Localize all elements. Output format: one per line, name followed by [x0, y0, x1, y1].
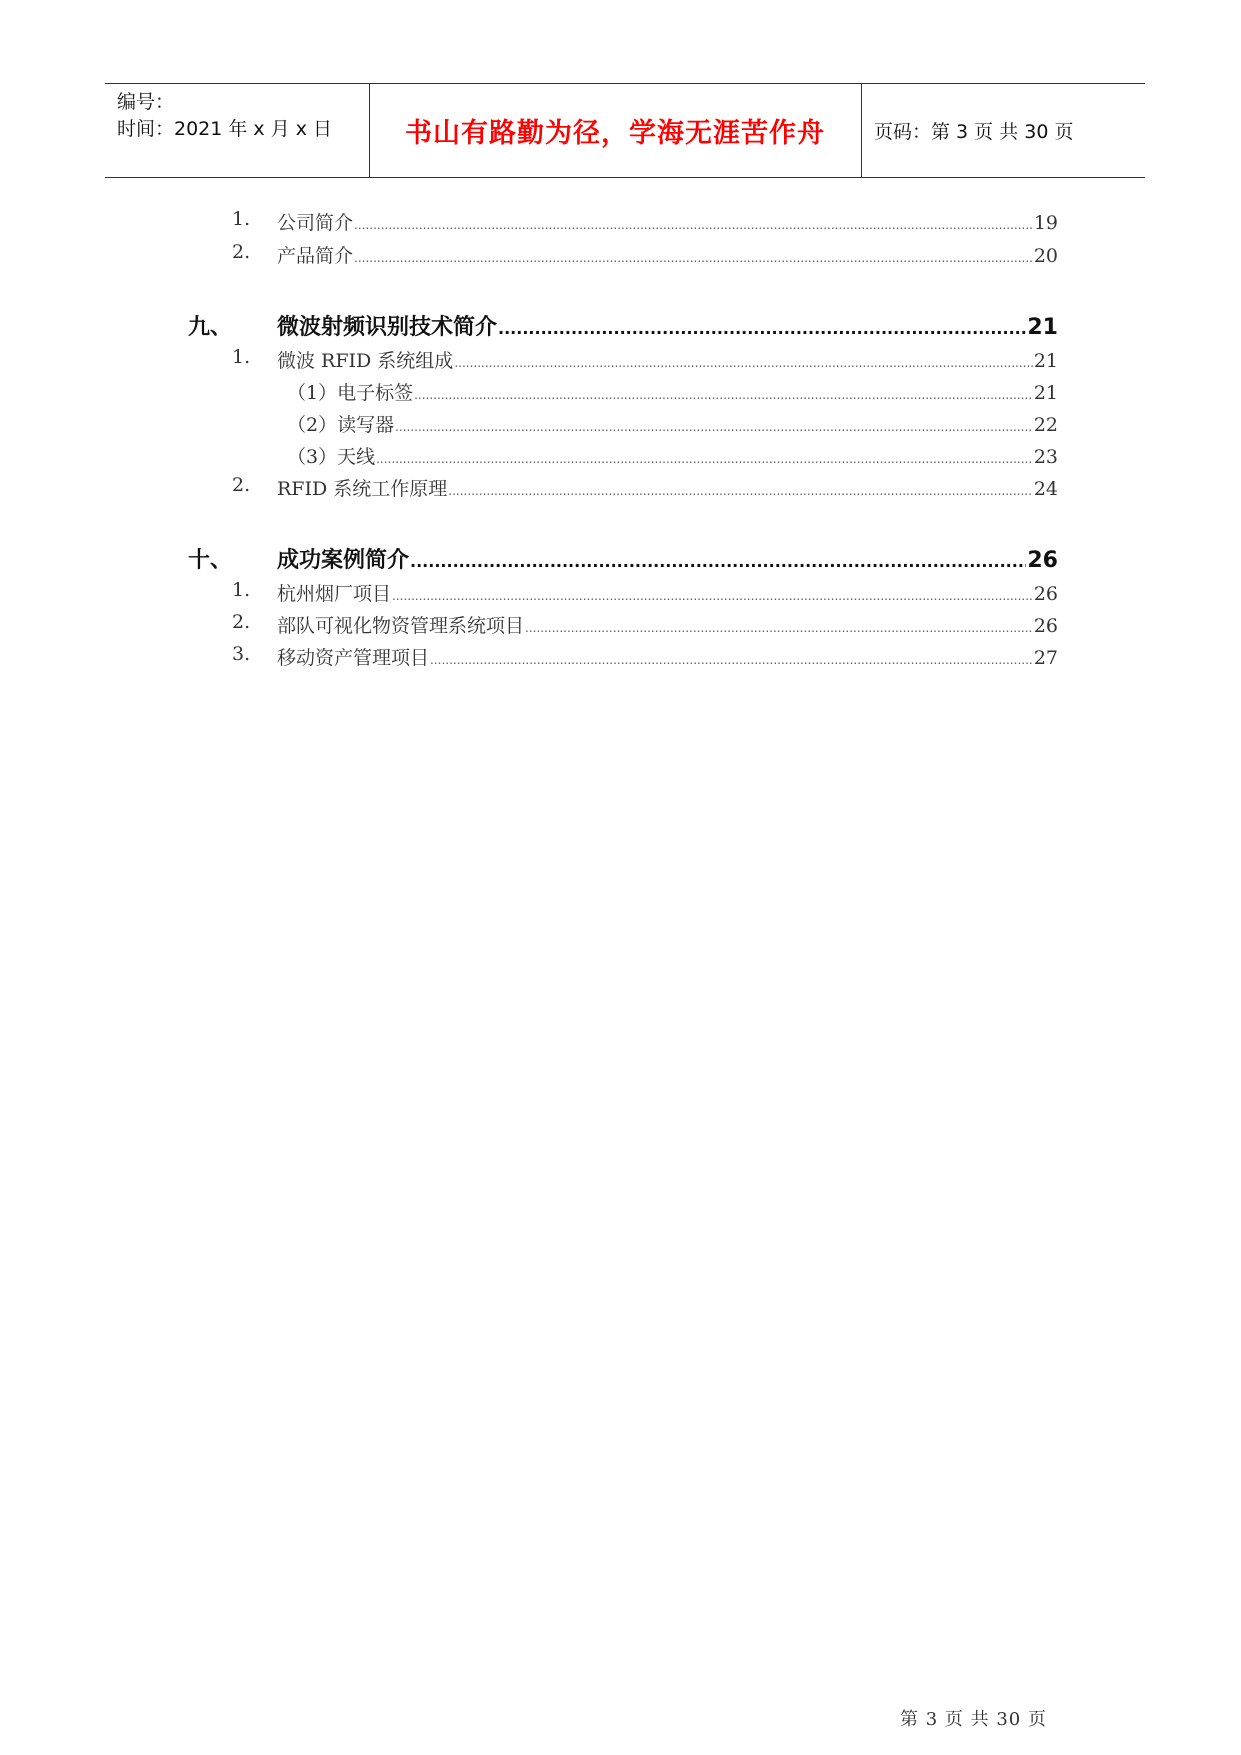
page-footer: 第 3 页 共 30 页 — [900, 1709, 1047, 1730]
toc-dot-leader — [525, 621, 1033, 635]
toc-subentry[interactable] — [287, 410, 1058, 437]
toc-dot-leader — [414, 388, 1033, 402]
toc-dot-leader — [376, 452, 1033, 466]
toc-entry-page: 21 — [1033, 350, 1058, 372]
toc-entry-number: 1. — [232, 579, 251, 601]
toc-subentry-page: 22 — [1033, 414, 1058, 436]
toc-entry-number: 2. — [232, 474, 251, 496]
header-page-cell — [862, 84, 1145, 177]
toc-chapter-page: 21 — [1027, 315, 1058, 340]
toc-entry-page: 27 — [1033, 647, 1058, 669]
toc-dot-leader — [395, 420, 1033, 434]
toc-entry-title: 产品简介 — [277, 245, 354, 267]
toc-entry-number: 2. — [232, 611, 251, 633]
toc-chapter-number: 十、 — [188, 548, 233, 573]
toc-dot-leader — [354, 251, 1033, 265]
header-info-cell — [105, 84, 370, 177]
toc-subentry-title: （2）读写器 — [287, 414, 395, 436]
toc-entry-title: 部队可视化物资管理系统项目 — [277, 615, 525, 637]
toc-chapter-number: 九、 — [188, 315, 233, 340]
toc-entry-page: 24 — [1033, 478, 1058, 500]
toc-subentry[interactable] — [287, 442, 1058, 469]
toc-dot-leader — [448, 484, 1033, 498]
toc-entry-number: 1. — [232, 208, 251, 230]
document-time-label: 时间：2021 年 x 月 x 日 — [117, 118, 333, 140]
toc-subentry-title: （1）电子标签 — [287, 382, 414, 404]
toc-entry-title: 微波 RFID 系统组成 — [277, 350, 454, 372]
toc-dot-leader — [454, 356, 1033, 370]
toc-dot-leader — [410, 552, 1026, 571]
toc-subentry-title: （3）天线 — [287, 446, 376, 468]
page-header — [105, 83, 1145, 178]
toc-entry-number: 1. — [232, 346, 251, 368]
toc-dot-leader — [498, 319, 1026, 338]
toc-entry-title: 移动资产管理项目 — [277, 647, 430, 669]
document-number-label: 编号： — [117, 91, 175, 113]
toc-chapter-title: 微波射频识别技术简介 — [277, 315, 498, 340]
toc-entry-title: 杭州烟厂项目 — [277, 583, 392, 605]
toc-dot-leader — [354, 218, 1033, 232]
toc-chapter-title: 成功案例简介 — [277, 548, 410, 573]
toc-entry-title: 公司简介 — [277, 212, 354, 234]
toc-entry-page: 26 — [1033, 583, 1058, 605]
toc-dot-leader — [392, 589, 1033, 603]
toc-entry-title: RFID 系统工作原理 — [277, 478, 448, 500]
header-motto: 书山有路勤为径，学海无涯苦作舟 — [405, 118, 825, 149]
header-page-info: 页码：第 3 页 共 30 页 — [874, 121, 1074, 143]
toc-entry-number: 2. — [232, 241, 251, 263]
header-motto-cell — [369, 84, 862, 177]
toc-chapter-page: 26 — [1027, 548, 1058, 573]
toc-entry-page: 20 — [1033, 245, 1058, 267]
toc-subentry-page: 21 — [1033, 382, 1058, 404]
toc-entry-page: 19 — [1033, 212, 1058, 234]
toc-entry-page: 26 — [1033, 615, 1058, 637]
toc-entry-number: 3. — [232, 643, 251, 665]
toc-subentry-page: 23 — [1033, 446, 1058, 468]
toc-subentry[interactable] — [287, 378, 1058, 405]
toc-dot-leader — [430, 653, 1033, 667]
